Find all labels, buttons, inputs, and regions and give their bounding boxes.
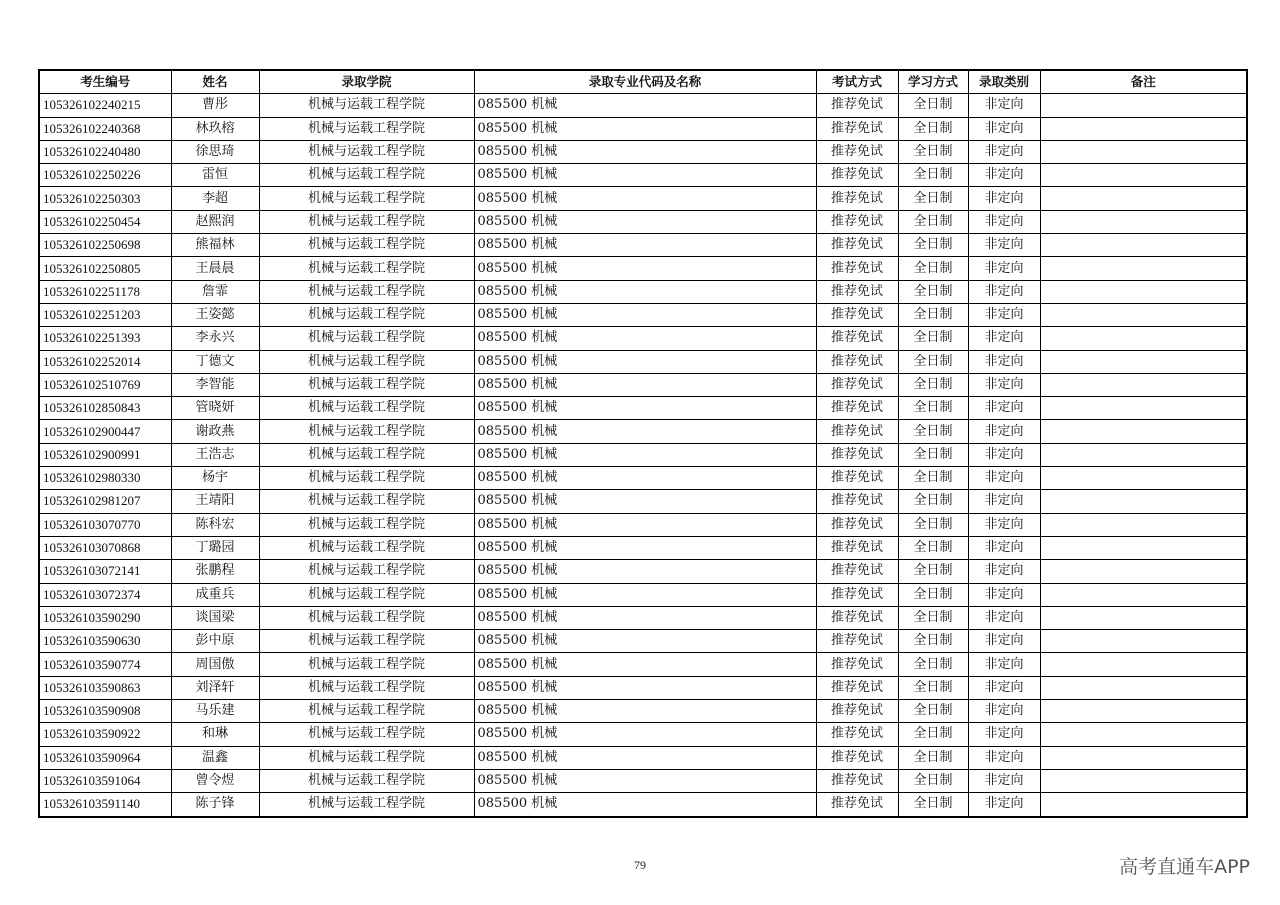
cell-study-mode: 全日制 [898, 187, 968, 210]
cell-admission-type: 非定向 [968, 630, 1040, 653]
table-row [39, 583, 1247, 606]
cell-name: 刘泽轩 [171, 676, 259, 699]
cell-admission-type: 非定向 [968, 723, 1040, 746]
cell-remarks [1040, 467, 1247, 490]
cell-college: 机械与运载工程学院 [259, 350, 474, 373]
cell-remarks [1040, 210, 1247, 233]
cell-admission-type: 非定向 [968, 327, 1040, 350]
cell-name: 陈子锋 [171, 793, 259, 817]
header-major: 录取专业代码及名称 [474, 70, 816, 94]
table-row [39, 676, 1247, 699]
cell-exam-id: 105326102980330 [39, 467, 171, 490]
cell-name: 杨宇 [171, 467, 259, 490]
table-row [39, 467, 1247, 490]
table-row [39, 630, 1247, 653]
cell-admission-type: 非定向 [968, 234, 1040, 257]
cell-college: 机械与运载工程学院 [259, 257, 474, 280]
cell-admission-type: 非定向 [968, 676, 1040, 699]
cell-remarks [1040, 746, 1247, 769]
table-row [39, 653, 1247, 676]
cell-exam-method: 推荐免试 [816, 490, 898, 513]
cell-admission-type: 非定向 [968, 164, 1040, 187]
cell-exam-method: 推荐免试 [816, 700, 898, 723]
cell-study-mode: 全日制 [898, 327, 968, 350]
cell-exam-method: 推荐免试 [816, 420, 898, 443]
table-row [39, 164, 1247, 187]
cell-name: 管晓妍 [171, 397, 259, 420]
table-row [39, 606, 1247, 629]
cell-major: 085500 机械 [474, 606, 816, 629]
header-study-mode: 学习方式 [898, 70, 968, 94]
cell-exam-method: 推荐免试 [816, 280, 898, 303]
table-row [39, 397, 1247, 420]
cell-exam-id: 105326102250805 [39, 257, 171, 280]
cell-major: 085500 机械 [474, 700, 816, 723]
cell-major: 085500 机械 [474, 303, 816, 326]
cell-major: 085500 机械 [474, 257, 816, 280]
cell-admission-type: 非定向 [968, 117, 1040, 140]
cell-remarks [1040, 700, 1247, 723]
cell-name: 陈科宏 [171, 513, 259, 536]
cell-admission-type: 非定向 [968, 513, 1040, 536]
page-number: 79 [634, 858, 646, 872]
cell-study-mode: 全日制 [898, 164, 968, 187]
cell-admission-type: 非定向 [968, 420, 1040, 443]
cell-study-mode: 全日制 [898, 443, 968, 466]
cell-exam-method: 推荐免试 [816, 769, 898, 792]
cell-name: 谈国梁 [171, 606, 259, 629]
cell-name: 彭中原 [171, 630, 259, 653]
cell-major: 085500 机械 [474, 793, 816, 817]
cell-exam-method: 推荐免试 [816, 723, 898, 746]
cell-admission-type: 非定向 [968, 373, 1040, 396]
cell-exam-method: 推荐免试 [816, 350, 898, 373]
cell-exam-id: 105326102850843 [39, 397, 171, 420]
cell-exam-id: 105326103070868 [39, 536, 171, 559]
cell-study-mode: 全日制 [898, 700, 968, 723]
cell-name: 王浩志 [171, 443, 259, 466]
cell-exam-id: 105326102251178 [39, 280, 171, 303]
cell-name: 曾令煜 [171, 769, 259, 792]
cell-study-mode: 全日制 [898, 373, 968, 396]
cell-exam-method: 推荐免试 [816, 443, 898, 466]
cell-major: 085500 机械 [474, 583, 816, 606]
cell-name: 徐思琦 [171, 140, 259, 163]
cell-major: 085500 机械 [474, 653, 816, 676]
cell-exam-method: 推荐免试 [816, 303, 898, 326]
table-row [39, 350, 1247, 373]
cell-exam-method: 推荐免试 [816, 373, 898, 396]
cell-admission-type: 非定向 [968, 280, 1040, 303]
cell-study-mode: 全日制 [898, 793, 968, 817]
cell-major: 085500 机械 [474, 630, 816, 653]
table-row [39, 327, 1247, 350]
cell-study-mode: 全日制 [898, 117, 968, 140]
cell-remarks [1040, 676, 1247, 699]
cell-study-mode: 全日制 [898, 303, 968, 326]
cell-exam-method: 推荐免试 [816, 630, 898, 653]
cell-admission-type: 非定向 [968, 769, 1040, 792]
admission-list-sheet [38, 69, 1246, 818]
cell-exam-method: 推荐免试 [816, 117, 898, 140]
cell-remarks [1040, 234, 1247, 257]
cell-study-mode: 全日制 [898, 210, 968, 233]
cell-major: 085500 机械 [474, 536, 816, 559]
cell-remarks [1040, 373, 1247, 396]
table-row [39, 210, 1247, 233]
cell-major: 085500 机械 [474, 187, 816, 210]
table-body [39, 94, 1247, 817]
cell-exam-id: 105326102251393 [39, 327, 171, 350]
cell-name: 曹彤 [171, 94, 259, 117]
table-row [39, 560, 1247, 583]
cell-admission-type: 非定向 [968, 257, 1040, 280]
table-row [39, 769, 1247, 792]
cell-major: 085500 机械 [474, 723, 816, 746]
cell-exam-method: 推荐免试 [816, 513, 898, 536]
cell-college: 机械与运载工程学院 [259, 769, 474, 792]
cell-exam-id: 105326102250303 [39, 187, 171, 210]
cell-major: 085500 机械 [474, 443, 816, 466]
cell-college: 机械与运载工程学院 [259, 187, 474, 210]
cell-study-mode: 全日制 [898, 769, 968, 792]
table-header-row [39, 70, 1247, 94]
cell-college: 机械与运载工程学院 [259, 164, 474, 187]
cell-study-mode: 全日制 [898, 280, 968, 303]
cell-exam-id: 105326102252014 [39, 350, 171, 373]
cell-college: 机械与运载工程学院 [259, 117, 474, 140]
cell-major: 085500 机械 [474, 397, 816, 420]
cell-admission-type: 非定向 [968, 187, 1040, 210]
cell-name: 赵熙润 [171, 210, 259, 233]
cell-exam-method: 推荐免试 [816, 793, 898, 817]
cell-exam-id: 105326102900991 [39, 443, 171, 466]
cell-college: 机械与运载工程学院 [259, 443, 474, 466]
cell-name: 王晨晨 [171, 257, 259, 280]
cell-exam-method: 推荐免试 [816, 397, 898, 420]
cell-study-mode: 全日制 [898, 397, 968, 420]
cell-remarks [1040, 630, 1247, 653]
cell-exam-id: 105326102240215 [39, 94, 171, 117]
cell-college: 机械与运载工程学院 [259, 793, 474, 817]
cell-study-mode: 全日制 [898, 676, 968, 699]
cell-name: 张鹏程 [171, 560, 259, 583]
cell-major: 085500 机械 [474, 140, 816, 163]
cell-exam-id: 105326103590630 [39, 630, 171, 653]
cell-study-mode: 全日制 [898, 257, 968, 280]
cell-study-mode: 全日制 [898, 420, 968, 443]
cell-college: 机械与运载工程学院 [259, 560, 474, 583]
cell-college: 机械与运载工程学院 [259, 513, 474, 536]
cell-college: 机械与运载工程学院 [259, 630, 474, 653]
cell-admission-type: 非定向 [968, 560, 1040, 583]
cell-remarks [1040, 536, 1247, 559]
cell-college: 机械与运载工程学院 [259, 94, 474, 117]
cell-study-mode: 全日制 [898, 560, 968, 583]
cell-exam-id: 105326102510769 [39, 373, 171, 396]
cell-college: 机械与运载工程学院 [259, 234, 474, 257]
table-row [39, 94, 1247, 117]
cell-study-mode: 全日制 [898, 723, 968, 746]
cell-college: 机械与运载工程学院 [259, 373, 474, 396]
cell-name: 丁璐园 [171, 536, 259, 559]
cell-exam-method: 推荐免试 [816, 164, 898, 187]
cell-admission-type: 非定向 [968, 303, 1040, 326]
cell-study-mode: 全日制 [898, 467, 968, 490]
cell-major: 085500 机械 [474, 164, 816, 187]
cell-study-mode: 全日制 [898, 490, 968, 513]
cell-remarks [1040, 606, 1247, 629]
header-exam-id: 考生编号 [39, 70, 171, 94]
cell-study-mode: 全日制 [898, 583, 968, 606]
cell-exam-method: 推荐免试 [816, 653, 898, 676]
cell-exam-id: 105326103591140 [39, 793, 171, 817]
cell-major: 085500 机械 [474, 327, 816, 350]
cell-admission-type: 非定向 [968, 653, 1040, 676]
cell-major: 085500 机械 [474, 676, 816, 699]
cell-college: 机械与运载工程学院 [259, 676, 474, 699]
cell-college: 机械与运载工程学院 [259, 397, 474, 420]
cell-college: 机械与运载工程学院 [259, 210, 474, 233]
cell-major: 085500 机械 [474, 117, 816, 140]
cell-remarks [1040, 164, 1247, 187]
cell-remarks [1040, 793, 1247, 817]
cell-college: 机械与运载工程学院 [259, 723, 474, 746]
table-row [39, 257, 1247, 280]
cell-exam-id: 105326102240480 [39, 140, 171, 163]
cell-name: 王靖阳 [171, 490, 259, 513]
cell-college: 机械与运载工程学院 [259, 583, 474, 606]
cell-name: 雷恒 [171, 164, 259, 187]
cell-name: 王姿懿 [171, 303, 259, 326]
cell-name: 周国傲 [171, 653, 259, 676]
cell-remarks [1040, 583, 1247, 606]
header-name: 姓名 [171, 70, 259, 94]
cell-remarks [1040, 653, 1247, 676]
cell-exam-method: 推荐免试 [816, 746, 898, 769]
cell-exam-method: 推荐免试 [816, 257, 898, 280]
cell-remarks [1040, 187, 1247, 210]
cell-name: 熊福林 [171, 234, 259, 257]
cell-name: 詹霏 [171, 280, 259, 303]
cell-name: 李永兴 [171, 327, 259, 350]
cell-exam-method: 推荐免试 [816, 140, 898, 163]
cell-study-mode: 全日制 [898, 94, 968, 117]
cell-name: 马乐建 [171, 700, 259, 723]
table-row [39, 303, 1247, 326]
cell-name: 温鑫 [171, 746, 259, 769]
cell-exam-method: 推荐免试 [816, 94, 898, 117]
header-exam-method: 考试方式 [816, 70, 898, 94]
watermark-logo-text: 高考直通车APP [1119, 856, 1250, 878]
cell-study-mode: 全日制 [898, 630, 968, 653]
cell-major: 085500 机械 [474, 746, 816, 769]
cell-study-mode: 全日制 [898, 234, 968, 257]
cell-exam-id: 105326103590922 [39, 723, 171, 746]
table-row [39, 746, 1247, 769]
cell-admission-type: 非定向 [968, 443, 1040, 466]
cell-name: 谢政燕 [171, 420, 259, 443]
cell-study-mode: 全日制 [898, 653, 968, 676]
cell-exam-id: 105326102251203 [39, 303, 171, 326]
cell-name: 林玖榕 [171, 117, 259, 140]
cell-admission-type: 非定向 [968, 140, 1040, 163]
cell-exam-id: 105326103590290 [39, 606, 171, 629]
cell-major: 085500 机械 [474, 350, 816, 373]
cell-exam-id: 105326103072374 [39, 583, 171, 606]
cell-exam-method: 推荐免试 [816, 187, 898, 210]
cell-remarks [1040, 420, 1247, 443]
cell-admission-type: 非定向 [968, 397, 1040, 420]
cell-admission-type: 非定向 [968, 606, 1040, 629]
table-row [39, 373, 1247, 396]
cell-major: 085500 机械 [474, 490, 816, 513]
cell-admission-type: 非定向 [968, 467, 1040, 490]
table-row [39, 443, 1247, 466]
table-row [39, 793, 1247, 817]
cell-remarks [1040, 117, 1247, 140]
cell-name: 成重兵 [171, 583, 259, 606]
cell-exam-id: 105326102900447 [39, 420, 171, 443]
table-row [39, 117, 1247, 140]
cell-major: 085500 机械 [474, 560, 816, 583]
table-row [39, 280, 1247, 303]
table-row [39, 140, 1247, 163]
cell-major: 085500 机械 [474, 420, 816, 443]
cell-admission-type: 非定向 [968, 536, 1040, 559]
cell-college: 机械与运载工程学院 [259, 700, 474, 723]
cell-name: 李智能 [171, 373, 259, 396]
cell-exam-id: 105326102250226 [39, 164, 171, 187]
cell-college: 机械与运载工程学院 [259, 420, 474, 443]
cell-study-mode: 全日制 [898, 140, 968, 163]
cell-major: 085500 机械 [474, 210, 816, 233]
header-college: 录取学院 [259, 70, 474, 94]
cell-exam-method: 推荐免试 [816, 560, 898, 583]
cell-name: 丁德文 [171, 350, 259, 373]
cell-remarks [1040, 560, 1247, 583]
cell-exam-id: 105326103590774 [39, 653, 171, 676]
cell-exam-id: 105326102981207 [39, 490, 171, 513]
cell-college: 机械与运载工程学院 [259, 536, 474, 559]
cell-remarks [1040, 350, 1247, 373]
table-row [39, 513, 1247, 536]
admission-table [38, 69, 1248, 818]
header-remarks: 备注 [1040, 70, 1247, 94]
cell-exam-id: 105326102250454 [39, 210, 171, 233]
cell-remarks [1040, 490, 1247, 513]
cell-remarks [1040, 140, 1247, 163]
cell-exam-method: 推荐免试 [816, 536, 898, 559]
cell-exam-id: 105326103591064 [39, 769, 171, 792]
cell-admission-type: 非定向 [968, 94, 1040, 117]
cell-remarks [1040, 769, 1247, 792]
cell-admission-type: 非定向 [968, 350, 1040, 373]
cell-exam-method: 推荐免试 [816, 327, 898, 350]
cell-remarks [1040, 303, 1247, 326]
cell-college: 机械与运载工程学院 [259, 280, 474, 303]
cell-exam-method: 推荐免试 [816, 467, 898, 490]
table-row [39, 723, 1247, 746]
cell-college: 机械与运载工程学院 [259, 467, 474, 490]
cell-exam-id: 105326103590863 [39, 676, 171, 699]
cell-college: 机械与运载工程学院 [259, 606, 474, 629]
cell-exam-method: 推荐免试 [816, 606, 898, 629]
table-row [39, 234, 1247, 257]
cell-admission-type: 非定向 [968, 490, 1040, 513]
cell-admission-type: 非定向 [968, 210, 1040, 233]
cell-name: 和琳 [171, 723, 259, 746]
cell-remarks [1040, 94, 1247, 117]
cell-college: 机械与运载工程学院 [259, 490, 474, 513]
cell-major: 085500 机械 [474, 769, 816, 792]
cell-study-mode: 全日制 [898, 513, 968, 536]
cell-exam-method: 推荐免试 [816, 234, 898, 257]
cell-admission-type: 非定向 [968, 583, 1040, 606]
cell-name: 李超 [171, 187, 259, 210]
cell-remarks [1040, 327, 1247, 350]
table-row [39, 700, 1247, 723]
cell-study-mode: 全日制 [898, 350, 968, 373]
cell-exam-method: 推荐免试 [816, 676, 898, 699]
cell-exam-id: 105326103072141 [39, 560, 171, 583]
cell-admission-type: 非定向 [968, 746, 1040, 769]
table-row [39, 490, 1247, 513]
cell-exam-id: 105326102240368 [39, 117, 171, 140]
cell-major: 085500 机械 [474, 234, 816, 257]
cell-major: 085500 机械 [474, 280, 816, 303]
cell-admission-type: 非定向 [968, 793, 1040, 817]
cell-remarks [1040, 443, 1247, 466]
cell-college: 机械与运载工程学院 [259, 303, 474, 326]
cell-study-mode: 全日制 [898, 536, 968, 559]
cell-major: 085500 机械 [474, 513, 816, 536]
table-row [39, 420, 1247, 443]
cell-college: 机械与运载工程学院 [259, 653, 474, 676]
cell-major: 085500 机械 [474, 94, 816, 117]
cell-remarks [1040, 513, 1247, 536]
cell-major: 085500 机械 [474, 373, 816, 396]
cell-college: 机械与运载工程学院 [259, 140, 474, 163]
table-row [39, 536, 1247, 559]
cell-study-mode: 全日制 [898, 746, 968, 769]
cell-exam-method: 推荐免试 [816, 210, 898, 233]
header-admission-type: 录取类别 [968, 70, 1040, 94]
cell-major: 085500 机械 [474, 467, 816, 490]
cell-exam-id: 105326103070770 [39, 513, 171, 536]
cell-study-mode: 全日制 [898, 606, 968, 629]
table-row [39, 187, 1247, 210]
cell-admission-type: 非定向 [968, 700, 1040, 723]
cell-exam-id: 105326103590964 [39, 746, 171, 769]
cell-college: 机械与运载工程学院 [259, 327, 474, 350]
cell-remarks [1040, 397, 1247, 420]
cell-exam-id: 105326103590908 [39, 700, 171, 723]
cell-college: 机械与运载工程学院 [259, 746, 474, 769]
cell-exam-id: 105326102250698 [39, 234, 171, 257]
cell-exam-method: 推荐免试 [816, 583, 898, 606]
cell-remarks [1040, 257, 1247, 280]
cell-remarks [1040, 280, 1247, 303]
cell-remarks [1040, 723, 1247, 746]
